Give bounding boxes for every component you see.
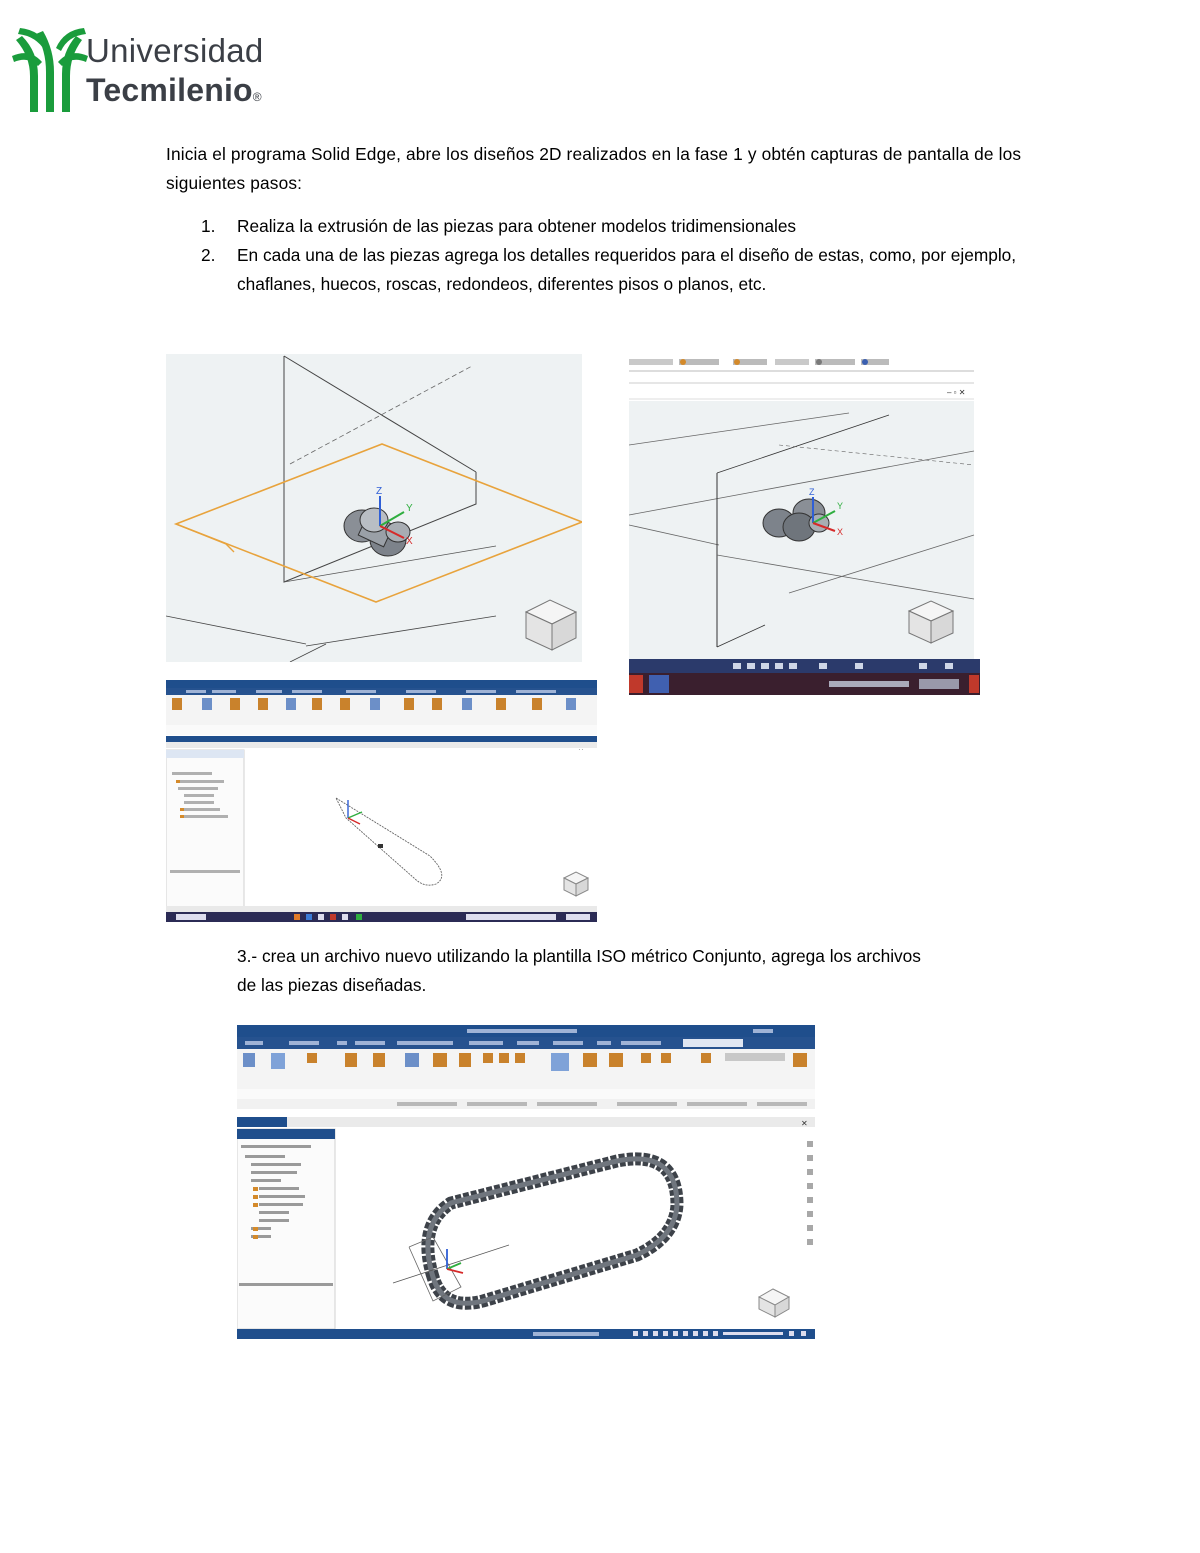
axis-label-z-2: Z	[809, 487, 815, 497]
screenshot-assembly-chain	[237, 1025, 815, 1339]
intro-paragraph: Inicia el programa Solid Edge, abre los diseños 2D realizados en la fase 1 y obtén capturas de pantalla de los siguientes pasos:	[166, 144, 1022, 193]
axis-label-x: X	[406, 536, 413, 547]
step-1-text: Realiza la extrusión de las piezas para obtener modelos tridimensionales	[237, 216, 797, 236]
axis-label-y-2: Y	[837, 501, 844, 511]
step-2-number: 2.	[201, 245, 216, 265]
brand-line2-text: Tecmilenio	[86, 72, 253, 108]
axis-label-z: Z	[376, 486, 383, 497]
screenshot-solid-edge-sketch	[166, 680, 597, 922]
tecmilenio-leaf-icon	[12, 26, 92, 114]
axis-label-y: Y	[406, 503, 413, 514]
brand-line2	[86, 72, 262, 109]
screenshot-isometric-2	[629, 355, 980, 695]
svg-text:✕: ✕	[801, 1119, 808, 1128]
step-2-text: En cada una de las piezas agrega los detalles requeridos para el diseño de estas, como, por ejemplo, chaflanes, huecos, roscas, redondeos, diferentes pisos o planos, etc.	[237, 245, 1017, 294]
axis-label-x-2: X	[837, 527, 844, 537]
brand-line1: Universidad	[86, 32, 264, 69]
step-3-line2: de las piezas diseñadas.	[237, 975, 427, 995]
svg-text:– ▫ ✕: – ▫ ✕	[947, 388, 966, 397]
step-3-line1: 3.- crea un archivo nuevo utilizando la plantilla ISO métrico Conjunto, agrega los archivos	[237, 946, 921, 966]
step-1-number: 1.	[201, 216, 216, 236]
tecmilenio-logo	[12, 26, 262, 116]
screenshot-isometric-1	[166, 354, 582, 662]
brand-mark: ®	[252, 90, 262, 104]
